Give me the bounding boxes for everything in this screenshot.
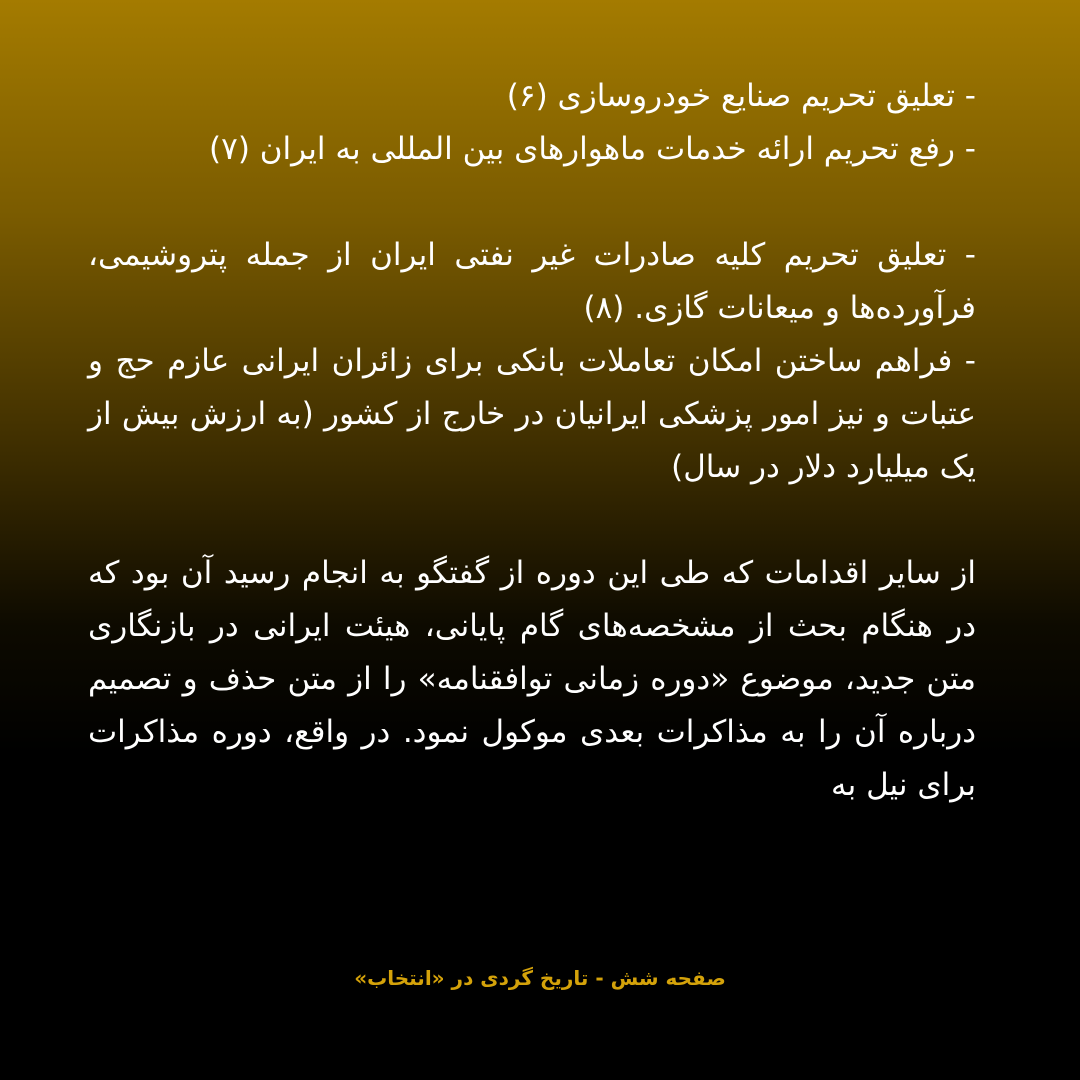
article-body bbox=[88, 70, 976, 812]
page-footer-caption: صفحه شش - تاریخ گردی در «انتخاب» bbox=[354, 966, 726, 990]
body-paragraph: از سایر اقدامات که طی این دوره از گفتگو به انجام رسید آن بود که در هنگام بحث از مشخصه‌های گام پایانی، هیئت ایرانی در بازنگاری متن جدید، موضوع «دوره زمانی توافقنامه» را از متن حذف و تصمیم درباره آن را به مذاکرات بعدی موکول نمود. در واقع، دوره مذاکرات برای نیل به bbox=[88, 555, 976, 803]
bullet-auto-industry: - تعلیق تحریم صنایع خودروسازی (۶) bbox=[506, 78, 976, 114]
bullet-banking-pilgrims: - فراهم ساختن امکان تعاملات بانکی برای زائران ایرانی عازم حج و عتبات و نیز امور پزشکی ایرانیان در خارج از کشور (به ارزش بیش از یک میلیارد دلار در سال) bbox=[88, 343, 976, 485]
bullet-non-oil-exports: - تعلیق تحریم کلیه صادرات غیر نفتی ایران از جمله پتروشیمی، فرآورده‌ها و میعانات گازی. (۸) bbox=[88, 237, 976, 326]
paragraph-spacer bbox=[88, 176, 976, 229]
bullet-satellite-services: - رفع تحریم ارائه خدمات ماهوارهای بین المللی به ایران (۷) bbox=[209, 131, 976, 167]
paragraph-spacer bbox=[88, 494, 976, 547]
